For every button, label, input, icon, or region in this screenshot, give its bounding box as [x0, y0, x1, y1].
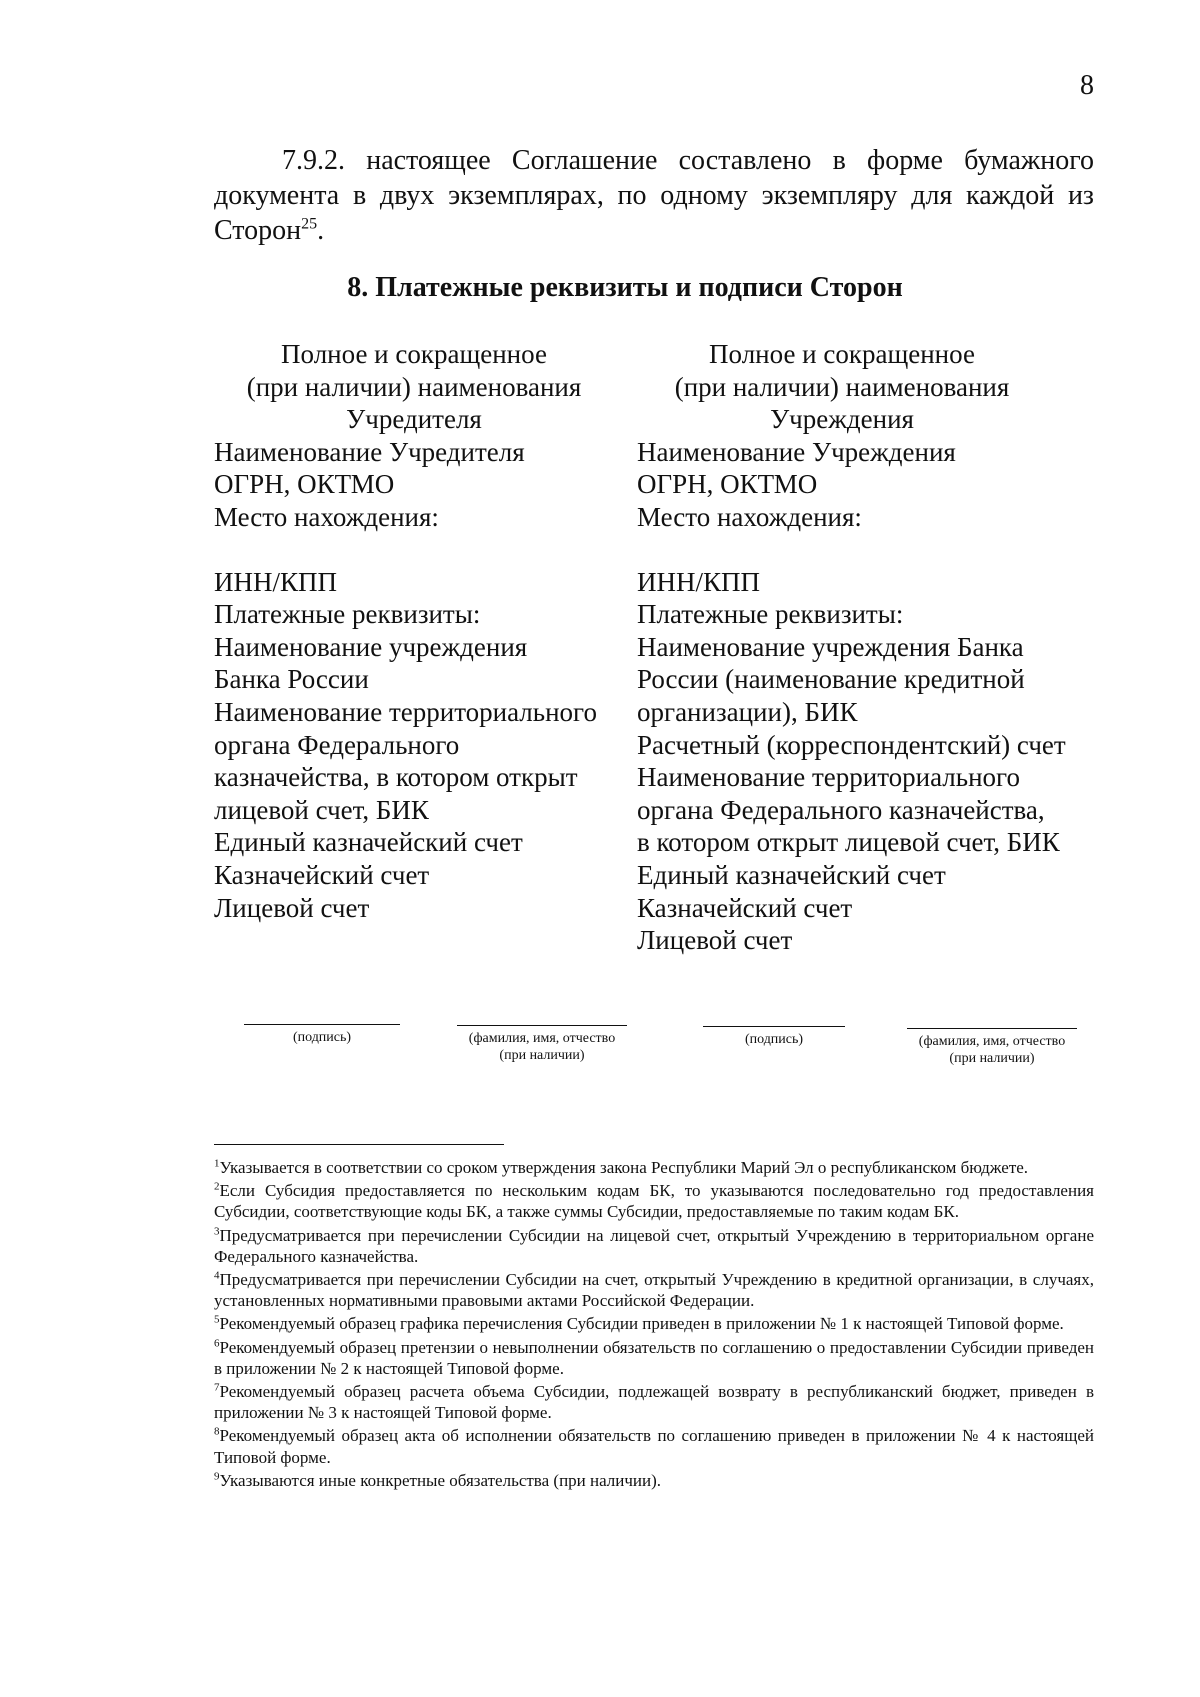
heading-line: (при наличии) наименования — [674, 371, 1010, 402]
footnote-number: 8 — [214, 1425, 220, 1438]
clause-number: 7.9.2. — [282, 145, 345, 176]
requisite-line: Наименование Учреждения — [637, 436, 956, 467]
requisite-line: Казначейский счет — [637, 892, 853, 923]
footnote — [214, 1157, 1094, 1178]
clause-end: . — [317, 215, 325, 246]
footnotes — [214, 1157, 1094, 1493]
name-caption: (фамилия, имя, отчество — [468, 1031, 616, 1046]
footnote — [214, 1337, 1094, 1379]
requisite-line: Наименование территориального — [637, 762, 1020, 793]
institution-signature-field — [702, 1026, 846, 1048]
page-number: 8 — [1080, 70, 1094, 101]
heading-line: Полное и сокращенное — [281, 339, 547, 369]
section-title: 8. Платежные реквизиты и подписи Сторон — [347, 272, 903, 303]
signature-line — [703, 1026, 845, 1027]
signature-line — [244, 1024, 400, 1025]
name-line — [457, 1025, 627, 1026]
heading-line: Полное и сокращенное — [709, 339, 975, 369]
footnote-text: Указываются иные конкретные обязательства (при наличии). — [219, 1470, 662, 1490]
footnote-text: Рекомендуемый образец акта об исполнении обязательств по соглашению приведен в приложении № 4 к настоящей Типовой форме. — [214, 1426, 1094, 1467]
footnote-text: Предусматривается при перечислении Субсидии на лицевой счет, открытый Учреждению в территориальном органе Федерального казначейства. — [214, 1225, 1094, 1266]
clause-7-9-2 — [214, 143, 1094, 248]
footnote — [214, 1313, 1094, 1334]
heading-line: Учреждения — [770, 404, 914, 435]
footnote-number: 4 — [214, 1269, 220, 1282]
footnote-number: 5 — [214, 1313, 220, 1326]
requisite-line: ОГРН, ОКТМО — [214, 469, 395, 500]
founder-name-field — [452, 1025, 632, 1064]
requisite-line: Платежные реквизиты: — [637, 599, 904, 630]
requisite-line: Лицевой счет — [637, 925, 793, 956]
requisite-line: органа Федерального казначейства, — [637, 794, 1045, 825]
founder-requisites — [214, 338, 614, 924]
requisite-line: Наименование учреждения — [214, 631, 528, 662]
requisite-line: Казначейский счет — [214, 859, 430, 890]
requisite-line: Наименование территориального — [214, 696, 597, 727]
requisite-line: ИНН/КПП — [637, 566, 761, 597]
footnote — [214, 1425, 1094, 1467]
footnote-text: Рекомендуемый образец графика перечисления Субсидии приведен в приложении № 1 к настоящей Типовой форме. — [219, 1314, 1064, 1334]
signature-caption: (подпись) — [292, 1030, 352, 1045]
footnote — [214, 1470, 1094, 1491]
name-caption: (фамилия, имя, отчество — [918, 1034, 1066, 1049]
requisite-line: Платежные реквизиты: — [214, 599, 481, 630]
footnote-text: Рекомендуемый образец расчета объема Субсидии, подлежащей возврату в республиканский бюджет, приведен в приложении № 3 к настоящей Типовой форме. — [214, 1382, 1094, 1423]
requisite-line: Наименование учреждения Банка — [637, 631, 1024, 662]
institution-name-field — [902, 1028, 1082, 1067]
name-line — [907, 1028, 1077, 1029]
requisite-line: Банка России — [214, 664, 369, 695]
requisite-line: ОГРН, ОКТМО — [637, 469, 818, 500]
requisite-line: Наименование Учредителя — [214, 436, 525, 467]
requisite-line: Единый казначейский счет — [637, 859, 946, 890]
footnote-separator — [214, 1144, 504, 1145]
clause-text: настоящее Соглашение составлено в форме бумажного документа в двух экземплярах, по одному экземпляру для каждой из Сторон — [214, 145, 1095, 246]
requisite-line: Лицевой счет — [214, 892, 370, 923]
requisite-line: казначейства, в котором открыт — [214, 762, 578, 793]
requisite-line: Место нахождения: — [214, 501, 439, 532]
footnote — [214, 1381, 1094, 1423]
requisite-line: органа Федерального — [214, 729, 460, 760]
requisite-line: лицевой счет, БИК — [214, 794, 429, 825]
requisite-line: в котором открыт лицевой счет, БИК — [637, 827, 1060, 858]
footnote-text: Предусматривается при перечислении Субсидии на счет, открытый Учреждению в кредитной организации, в случаях, установленных нормативными правовыми актами Российской Федерации. — [214, 1270, 1094, 1311]
footnote — [214, 1180, 1094, 1222]
requisite-line: Единый казначейский счет — [214, 827, 523, 858]
footnote-text: Рекомендуемый образец претензии о невыполнении обязательств по соглашению о предоставлении Субсидии приведен в приложении № 2 к настоящей Типовой форме. — [214, 1337, 1094, 1378]
requisite-line: Расчетный (корреспондентский) счет — [637, 729, 1066, 760]
founder-heading — [214, 338, 614, 436]
institution-requisites — [637, 338, 1107, 957]
requisite-line: ИНН/КПП — [214, 566, 338, 597]
footnote-number: 9 — [214, 1470, 220, 1483]
name-caption: (при наличии) — [499, 1048, 585, 1063]
heading-line: Учредителя — [346, 404, 482, 435]
signature-caption: (подпись) — [744, 1032, 804, 1047]
requisite-line: организации), БИК — [637, 696, 858, 727]
requisite-line: России (наименование кредитной — [637, 664, 1025, 695]
heading-line: (при наличии) наименования — [246, 371, 582, 402]
footnote — [214, 1225, 1094, 1267]
footnote-text: Указывается в соответствии со сроком утверждения закона Республики Марий Эл о республиканском бюджете. — [219, 1158, 1029, 1177]
footnote-number: 7 — [214, 1381, 220, 1394]
footnote-ref: 25 — [301, 215, 318, 233]
name-caption: (при наличии) — [949, 1051, 1035, 1066]
footnote-number: 2 — [214, 1180, 220, 1193]
footnote-text: Если Субсидия предоставляется по нескольким кодам БК, то указываются последовательно год предоставления Субсидии, соответствующие коды БК, а также суммы Субсидии, предоставляемые по таким кодам БК. — [214, 1181, 1094, 1222]
founder-signature-field — [244, 1024, 400, 1046]
requisite-line: Место нахождения: — [637, 501, 862, 532]
footnote-number: 6 — [214, 1336, 220, 1349]
footnote — [214, 1269, 1094, 1311]
footnote-number: 3 — [214, 1224, 220, 1237]
footnote-number: 1 — [214, 1157, 220, 1170]
institution-heading — [637, 338, 1047, 436]
